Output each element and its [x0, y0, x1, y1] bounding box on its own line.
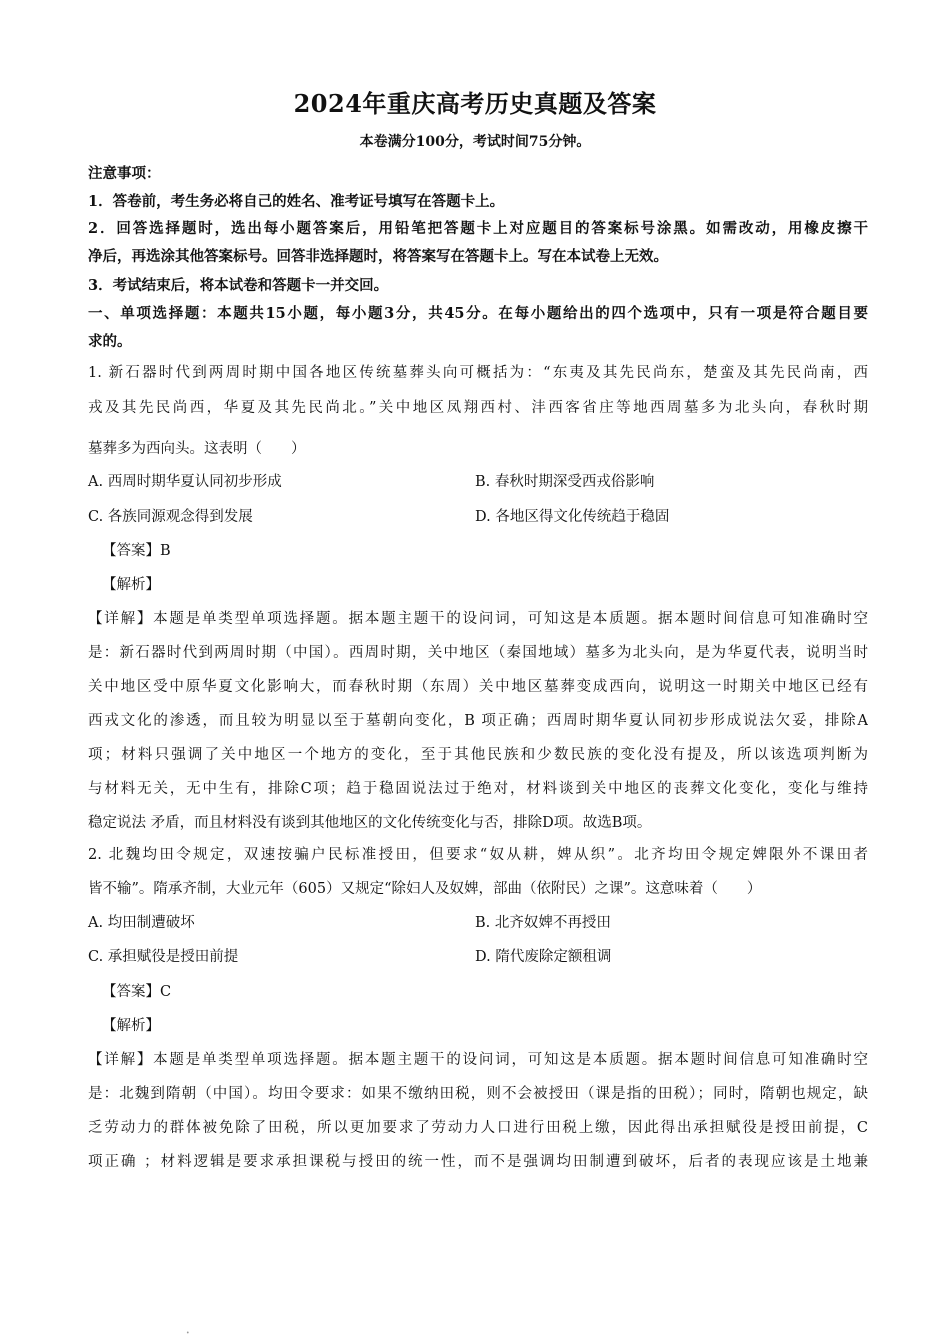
question-2-stem: 皆不输”。隋承齐制，大业元年（605）又规定“除妇人及奴婢，部曲（依附民）之课”。这意味着（ ） [88, 881, 762, 897]
q1-detail: 稳定说法 矛盾，而且材料没有谈到其他地区的文化传统变化与否，排除D项。故选B项。 [88, 815, 652, 831]
section-heading: 求的。 [88, 333, 132, 350]
question-2-stem: 2. 北魏均田令规定，双速按骗户民标准授田，但要求“奴从耕，婢从织”。北齐均田令规定婢限外不课田者 [88, 847, 868, 863]
notice-item: 2．回答选择题时，选出每小题答案后，用铅笔把答题卡上对应题目的答案标号涂黑。如需改动，用橡皮擦干 [88, 220, 868, 237]
q1-option-a: A. 西周时期华夏认同初步形成 [88, 474, 282, 490]
question-1-stem: 戎及其先民尚西，华夏及其先民尚北。”关中地区凤翔西村、沣西客省庄等地西周墓多为北头向，春秋时期 [88, 400, 868, 416]
q2-answer: 【答案】C [102, 984, 172, 1000]
q2-detail: 乏劳动力的群体被免除了田税，所以更加要求了劳动力人口进行田税上缴，因此得出承担赋役是授田前提，C [88, 1120, 868, 1136]
q1-detail: 【详解】本题是单类型单项选择题。据本题主题干的设问词，可知这是本质题。据本题时间信息可知准确时空 [88, 611, 868, 627]
q1-detail: 是：新石器时代到两周时期（中国）。西周时期，关中地区（秦国地域）墓多为北头向，是为华夏代表，说明当时 [88, 645, 868, 661]
page-mark: • [186, 1330, 190, 1337]
question-1-stem: 墓葬多为西向头。这表明（ ） [88, 441, 306, 457]
page-title: 2024年重庆高考历史真题及答案 [293, 89, 657, 118]
q1-option-b: B. 春秋时期深受西戎俗影响 [475, 474, 655, 490]
q2-analysis-label: 【解析】 [102, 1018, 160, 1034]
q2-detail: 是：北魏到隋朝（中国）。均田令要求：如果不缴纳田税，则不会被授田（课是指的田税）；同时，隋朝也规定，缺 [88, 1086, 868, 1102]
q1-option-c: C. 各族同源观念得到发展 [88, 509, 253, 525]
question-1-stem: 1. 新石器时代到两周时期中国各地区传统墓葬头向可概括为：“东夷及其先民尚东，楚蛮及其先民尚南，西 [88, 365, 868, 381]
q2-option-d: D. 隋代废除定额租调 [475, 949, 612, 965]
section-heading: 一、单项选择题：本题共15小题，每小题3分，共45分。在每小题给出的四个选项中，只有一项是符合题目要 [88, 305, 868, 322]
notice-item: 净后，再选涂其他答案标号。回答非选择题时，将答案写在答题卡上。写在本试卷上无效。 [88, 248, 668, 265]
q1-detail: 项；材料只强调了关中地区一个地方的变化，至于其他民族和少数民族的变化没有提及，所以该选项判断为 [88, 747, 868, 763]
q2-option-c: C. 承担赋役是授田前提 [88, 949, 239, 965]
q2-detail: 【详解】本题是单类型单项选择题。据本题主题干的设问词，可知这是本质题。据本题时间信息可知准确时空 [88, 1052, 868, 1068]
exam-info: 本卷满分100分，考试时间75分钟。 [359, 134, 591, 150]
q1-answer: 【答案】B [102, 543, 171, 559]
notice-item: 3．考试结束后，将本试卷和答题卡一并交回。 [88, 277, 389, 294]
notice-item: 1．答卷前，考生务必将自己的姓名、准考证号填写在答题卡上。 [88, 193, 505, 210]
q2-option-a: A. 均田制遭破坏 [88, 915, 195, 931]
q2-detail: 项正确 ；材料逻辑是要求承担课税与授田的统一性，而不是强调均田制遭到破坏，后者的表现应该是土地兼 [88, 1154, 868, 1170]
q1-analysis-label: 【解析】 [102, 577, 160, 593]
q1-option-d: D. 各地区得文化传统趋于稳固 [475, 509, 670, 525]
q1-detail: 与材料无关，无中生有，排除C项；趋于稳固说法过于绝对，材料谈到关中地区的丧葬文化变化，变化与维持 [88, 781, 868, 797]
q2-option-b: B. 北齐奴婢不再授田 [475, 915, 611, 931]
notice-heading: 注意事项： [88, 165, 161, 182]
q1-detail: 西戎文化的渗透，而且较为明显以至于墓朝向变化，B 项正确；西周时期华夏认同初步形成说法欠妥，排除A [88, 713, 868, 729]
q1-detail: 关中地区受中原华夏文化影响大，而春秋时期（东周）关中地区墓葬变成西向，说明这一时期关中地区已经有 [88, 679, 868, 695]
